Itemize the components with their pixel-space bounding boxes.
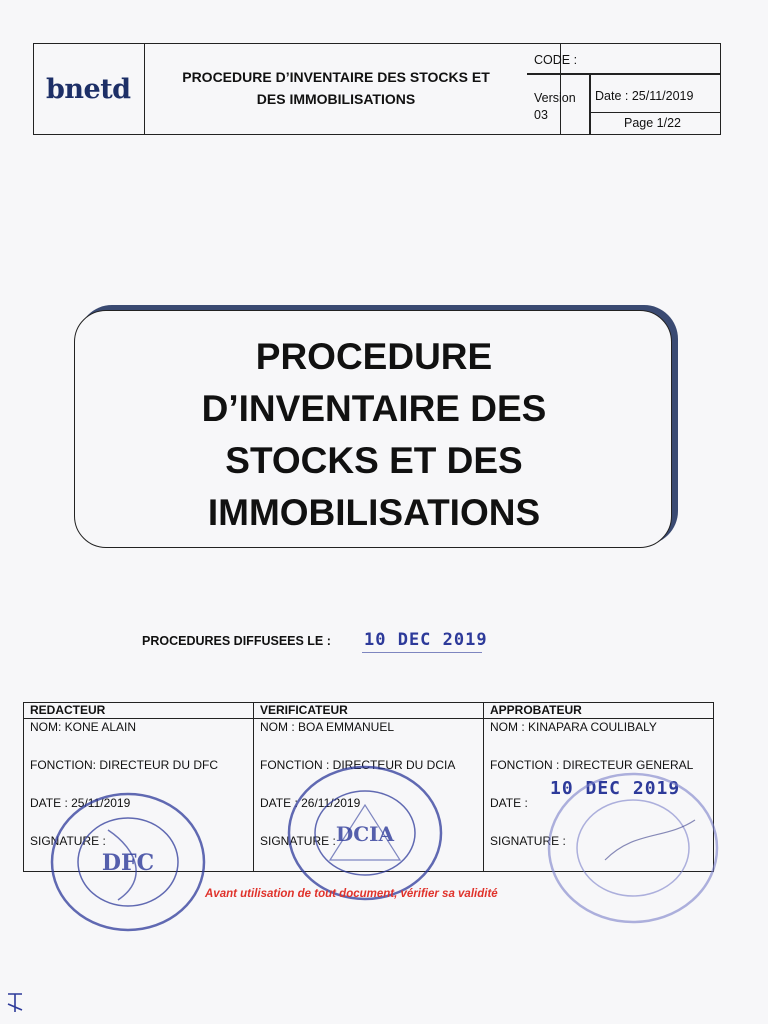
dcia-seal xyxy=(285,765,445,905)
header-approbateur: APPROBATEUR xyxy=(484,703,714,719)
verificateur-nom: NOM : BOA EMMANUEL xyxy=(260,720,395,734)
header-verificateur: VERIFICATEUR xyxy=(254,703,484,719)
diffusion-stamp-date: 10 DEC 2019 xyxy=(364,630,488,650)
dg-seal xyxy=(545,770,720,925)
redacteur-signature: SIGNATURE : xyxy=(30,834,106,848)
dcia-seal-text: DCIA xyxy=(335,822,395,846)
header-date: Date : 25/11/2019 xyxy=(595,89,694,103)
approbateur-nom: NOM : KINAPARA COULIBALY xyxy=(490,720,657,734)
signature-header-row xyxy=(24,703,714,719)
approbateur-signature: SIGNATURE : xyxy=(490,834,566,848)
redacteur-nom: NOM: KONE ALAIN xyxy=(30,720,137,734)
title-box xyxy=(74,305,680,550)
dfc-seal-text: DFC xyxy=(101,850,155,876)
version-divider xyxy=(589,73,591,134)
dfc-seal xyxy=(48,790,208,935)
diffusion-underline xyxy=(362,652,482,653)
main-title: PROCEDURE D’INVENTAIRE DES STOCKS ET DES IMMOBILISATIONS xyxy=(201,336,547,533)
page-divider xyxy=(589,112,720,113)
validity-warning: Avant utilisation de tout document, vérifier sa validité xyxy=(205,888,498,900)
redacteur-fonction: FONCTION: DIRECTEUR DU DFC xyxy=(30,758,218,772)
bnetd-logo: bnetd xyxy=(46,74,131,105)
document-header xyxy=(33,43,721,135)
version-label: Version xyxy=(534,91,576,105)
code-label: CODE : xyxy=(534,53,578,67)
version-value: 03 xyxy=(534,108,548,122)
verificateur-signature: SIGNATURE : xyxy=(260,834,336,848)
approval-stamp-date: 10 DEC 2019 xyxy=(550,778,681,799)
page-number: Page 1/22 xyxy=(624,116,681,130)
code-divider xyxy=(527,73,720,75)
approbateur-date: DATE : xyxy=(490,796,528,810)
diffusion-label: PROCEDURES DIFFUSEES LE : xyxy=(142,634,331,648)
verificateur-date: DATE : 26/11/2019 xyxy=(260,796,361,810)
verificateur-fonction: FONCTION : DIRECTEUR DU DCIA xyxy=(260,758,456,772)
redacteur-date: DATE : 25/11/2019 xyxy=(30,796,131,810)
margin-mark-icon xyxy=(4,990,26,1016)
approbateur-fonction: FONCTION : DIRECTEUR GENERAL xyxy=(490,758,694,772)
header-redacteur: REDACTEUR xyxy=(24,703,254,719)
title-box-frame xyxy=(74,310,672,548)
header-title: PROCEDURE D’INVENTAIRE DES STOCKS ET DES IMMOBILISATIONS xyxy=(182,69,490,107)
